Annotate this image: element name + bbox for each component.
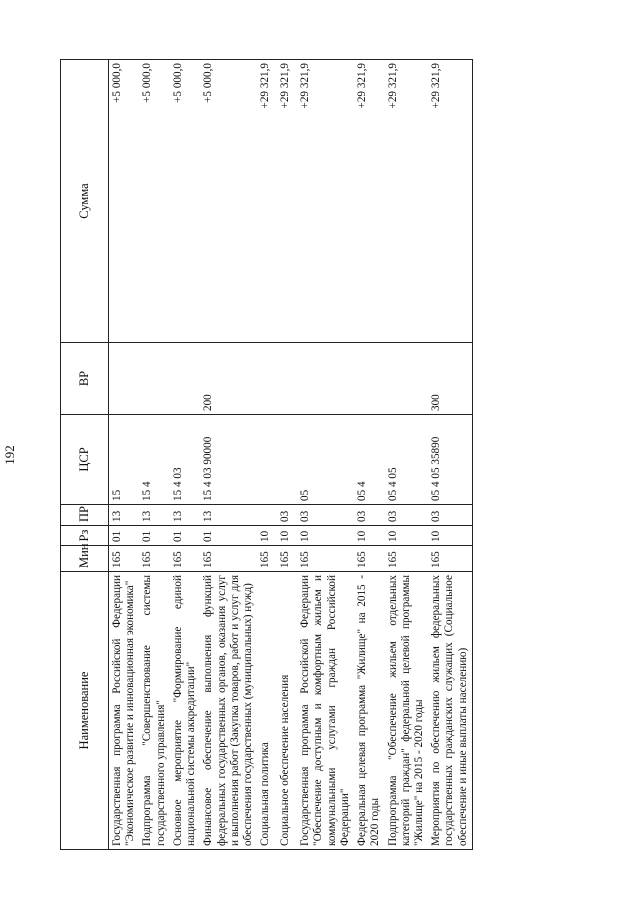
- cell-min: 165: [109, 546, 140, 572]
- header-sum: Сумма: [61, 60, 109, 343]
- cell-csr: 15 4: [139, 415, 169, 505]
- cell-name: Государственная программа Российской Федерации "Экономическое развитие и инновационная экономика": [109, 572, 140, 850]
- cell-rz: 10: [297, 526, 354, 546]
- cell-vr: [277, 343, 297, 415]
- cell-csr: 05: [297, 415, 354, 505]
- table-row: [428, 60, 472, 850]
- cell-pr: 13: [200, 505, 257, 526]
- cell-vr: [139, 343, 169, 415]
- table-row: [109, 60, 140, 850]
- cell-rz: 01: [200, 526, 257, 546]
- cell-csr: 05 4 05 35890: [428, 415, 472, 505]
- cell-sum: +29 321,9: [297, 60, 354, 343]
- cell-pr: [257, 505, 277, 526]
- cell-pr: 03: [385, 505, 429, 526]
- cell-min: 165: [277, 546, 297, 572]
- table-row: [297, 60, 354, 850]
- table-row: [257, 60, 277, 850]
- cell-min: 165: [428, 546, 472, 572]
- cell-vr: [257, 343, 277, 415]
- cell-rz: 10: [257, 526, 277, 546]
- header-pr: ПР: [61, 505, 109, 526]
- cell-csr: 15 4 03 90000: [200, 415, 257, 505]
- cell-min: 165: [257, 546, 277, 572]
- cell-rz: 10: [428, 526, 472, 546]
- cell-csr: 15 4 03: [170, 415, 200, 505]
- header-min: Мин: [61, 546, 109, 572]
- cell-vr: 300: [428, 343, 472, 415]
- cell-vr: [170, 343, 200, 415]
- cell-pr: 13: [139, 505, 169, 526]
- cell-vr: [385, 343, 429, 415]
- cell-sum: +5 000,0: [170, 60, 200, 343]
- cell-sum: +5 000,0: [139, 60, 169, 343]
- cell-name: Социальное обеспечение населения: [277, 572, 297, 850]
- cell-name: Мероприятия по обеспечению жильем федеральных государственных гражданских служащих (Социальное обеспечение и иные выплаты населению): [428, 572, 472, 850]
- cell-rz: 10: [354, 526, 384, 546]
- cell-vr: [354, 343, 384, 415]
- table-header: [61, 60, 109, 850]
- budget-table: [60, 59, 473, 850]
- cell-pr: 03: [277, 505, 297, 526]
- cell-min: 165: [297, 546, 354, 572]
- cell-sum: +29 321,9: [428, 60, 472, 343]
- cell-pr: 03: [428, 505, 472, 526]
- cell-rz: 01: [170, 526, 200, 546]
- header-vr: ВР: [61, 343, 109, 415]
- cell-pr: 03: [354, 505, 384, 526]
- table-body: [109, 60, 473, 850]
- cell-name: Федеральная целевая программа "Жилище" на 2015 - 2020 годы: [354, 572, 384, 850]
- cell-min: 165: [354, 546, 384, 572]
- header-csr: ЦСР: [61, 415, 109, 505]
- page-number: 192: [2, 445, 17, 465]
- cell-sum: +5 000,0: [200, 60, 257, 343]
- cell-vr: [297, 343, 354, 415]
- table-row: [170, 60, 200, 850]
- cell-pr: 03: [297, 505, 354, 526]
- cell-pr: 13: [109, 505, 140, 526]
- cell-name: Финансовое обеспечение выполнения функций федеральных государственных органов, оказания услуг и выполнения работ (Закупка товаров, работ и услуг для обеспечения государственных (муниципальных) нужд): [200, 572, 257, 850]
- header-name: Наименование: [61, 572, 109, 850]
- cell-name: Социальная политика: [257, 572, 277, 850]
- cell-name: Подпрограмма "Обеспечение жильем отдельных категорий граждан" федеральной целевой программы "Жилище" на 2015 - 2020 годы: [385, 572, 429, 850]
- cell-csr: 05 4 05: [385, 415, 429, 505]
- cell-sum: +29 321,9: [257, 60, 277, 343]
- cell-pr: 13: [170, 505, 200, 526]
- cell-sum: +29 321,9: [385, 60, 429, 343]
- cell-sum: +5 000,0: [109, 60, 140, 343]
- cell-min: 165: [200, 546, 257, 572]
- cell-rz: 10: [277, 526, 297, 546]
- cell-rz: 01: [109, 526, 140, 546]
- cell-rz: 01: [139, 526, 169, 546]
- table-row: [277, 60, 297, 850]
- header-rz: Рз: [61, 526, 109, 546]
- cell-csr: [277, 415, 297, 505]
- cell-min: 165: [385, 546, 429, 572]
- cell-name: Основное мероприятие "Формирование единой национальной системы аккредитации": [170, 572, 200, 850]
- table-row: [200, 60, 257, 850]
- cell-rz: 10: [385, 526, 429, 546]
- cell-csr: 15: [109, 415, 140, 505]
- cell-sum: +29 321,9: [354, 60, 384, 343]
- cell-csr: 05 4: [354, 415, 384, 505]
- cell-name: Государственная программа Российской Федерации "Обеспечение доступным и комфортным жильем и коммунальными услугами граждан Российской Федерации": [297, 572, 354, 850]
- cell-min: 165: [139, 546, 169, 572]
- table-row: [385, 60, 429, 850]
- table-row: [354, 60, 384, 850]
- rotated-page: [2, 60, 565, 850]
- cell-vr: 200: [200, 343, 257, 415]
- cell-name: Подпрограмма "Совершенствование системы государственного управления": [139, 572, 169, 850]
- cell-vr: [109, 343, 140, 415]
- cell-sum: +29 321,9: [277, 60, 297, 343]
- cell-csr: [257, 415, 277, 505]
- cell-min: 165: [170, 546, 200, 572]
- table-row: [139, 60, 169, 850]
